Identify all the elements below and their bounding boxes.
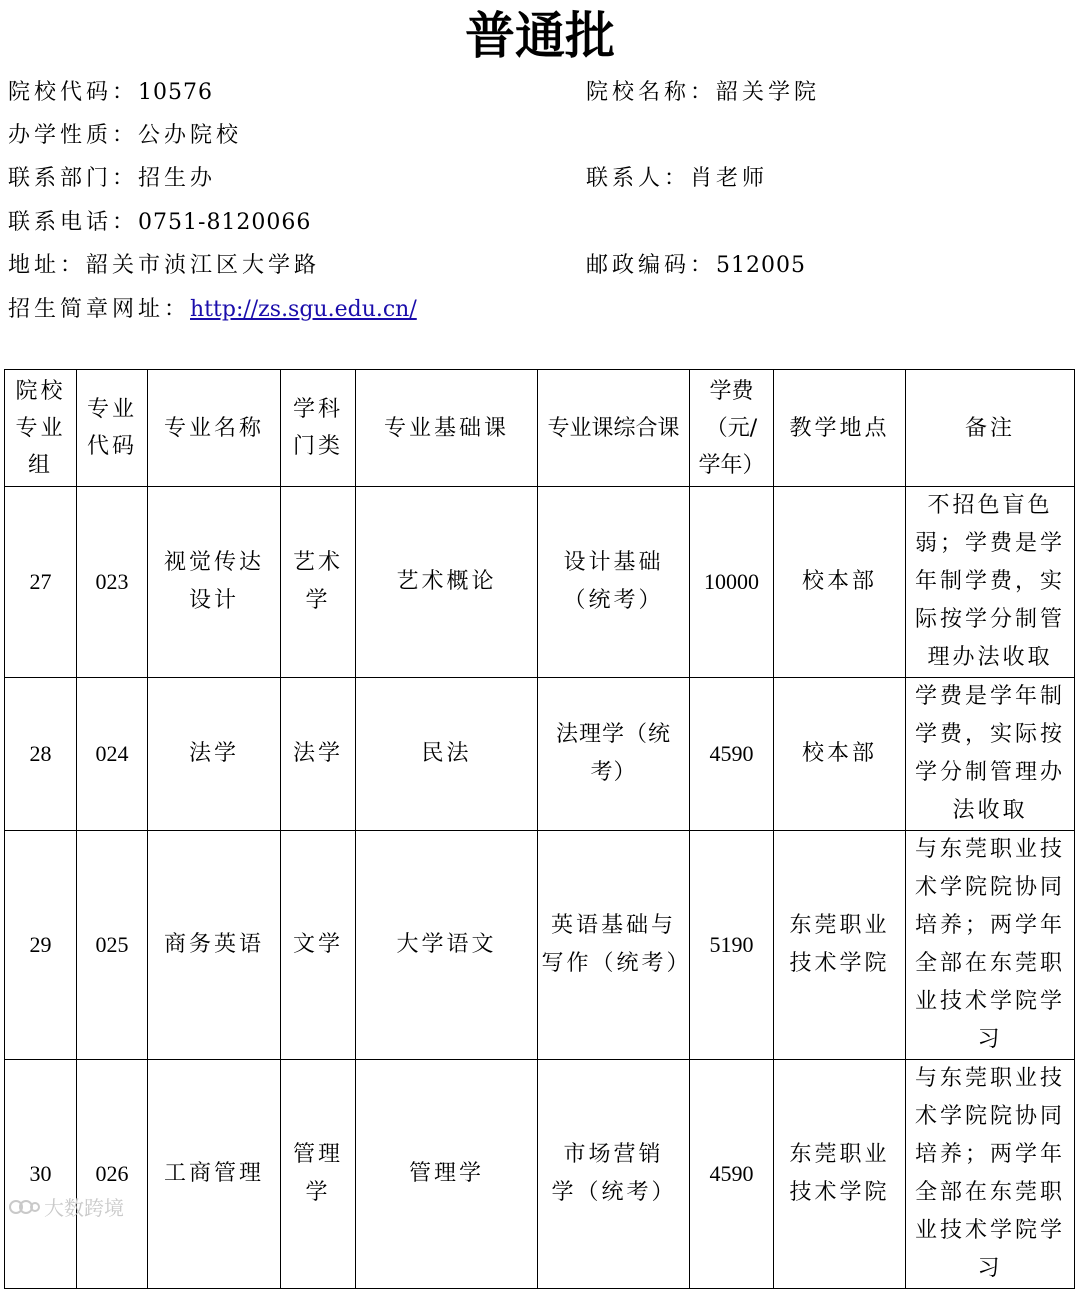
- cell-note: 不招色盲色弱；学费是学年制学费，实际按学分制管理办法收取: [906, 487, 1075, 678]
- cell-major: 视觉传达设计: [148, 487, 281, 678]
- cell-note: 与东莞职业技术学院院协同培养；两学年全部在东莞职业技术学院学习: [906, 831, 1075, 1060]
- website-link[interactable]: http://zs.sgu.edu.cn/: [190, 297, 417, 322]
- phone-value: 0751-8120066: [138, 210, 312, 235]
- table-row: [5, 487, 1075, 678]
- cell-comprehensive-course: 设计基础（统考）: [538, 487, 690, 678]
- cell-basic-course: 艺术概论: [356, 487, 538, 678]
- header-major: 专业名称: [148, 370, 281, 487]
- cell-major: 法学: [148, 678, 281, 831]
- cell-code: 026: [77, 1060, 148, 1289]
- table-row: [5, 678, 1075, 831]
- school-name-value: 韶关学院: [716, 80, 821, 105]
- cell-fee: 4590: [690, 678, 774, 831]
- header-basic-course: 专业基础课: [356, 370, 538, 487]
- contact-value: 肖老师: [690, 166, 769, 191]
- table-row: [5, 1060, 1075, 1289]
- watermark-text: 大数跨境: [44, 1196, 124, 1220]
- info-nature: [8, 121, 242, 151]
- table-row: [5, 831, 1075, 1060]
- cell-comprehensive-course: 法理学（统考）: [538, 678, 690, 831]
- header-fee: 学费（元/学年）: [690, 370, 774, 487]
- dept-value: 招生办: [138, 166, 217, 191]
- header-note: 备注: [906, 370, 1075, 487]
- cell-group: 30: [5, 1060, 77, 1289]
- admission-table: [4, 369, 1075, 1289]
- cell-group: 28: [5, 678, 77, 831]
- school-name-label: 院校名称：: [586, 80, 717, 105]
- info-contact: [586, 164, 768, 194]
- website-label: 招生简章网址：: [8, 297, 191, 322]
- cell-basic-course: 民法: [356, 678, 538, 831]
- postal-value: 512005: [716, 253, 806, 278]
- cell-location: 校本部: [774, 487, 906, 678]
- cell-group: 29: [5, 831, 77, 1060]
- cell-fee: 10000: [690, 487, 774, 678]
- cell-comprehensive-course: 市场营销学（统考）: [538, 1060, 690, 1289]
- info-school-code: [8, 78, 213, 108]
- cell-code: 024: [77, 678, 148, 831]
- cell-category: 艺术学: [281, 487, 356, 678]
- school-code-value: 10576: [138, 80, 214, 105]
- address-value: 韶关市浈江区大学路: [86, 253, 321, 278]
- header-category: 学科门类: [281, 370, 356, 487]
- cell-fee: 4590: [690, 1060, 774, 1289]
- cell-major: 工商管理: [148, 1060, 281, 1289]
- cell-basic-course: 管理学: [356, 1060, 538, 1289]
- phone-label: 联系电话：: [8, 210, 139, 235]
- cell-fee: 5190: [690, 831, 774, 1060]
- cell-basic-course: 大学语文: [356, 831, 538, 1060]
- cell-note: 与东莞职业技术学院院协同培养；两学年全部在东莞职业技术学院学习: [906, 1060, 1075, 1289]
- cell-comprehensive-course: 英语基础与写作（统考）: [538, 831, 690, 1060]
- cell-category: 管理学: [281, 1060, 356, 1289]
- table-header-row: [5, 370, 1075, 487]
- header-comprehensive-course: 专业课综合课: [538, 370, 690, 487]
- postal-label: 邮政编码：: [586, 253, 717, 278]
- school-code-label: 院校代码：: [8, 80, 139, 105]
- header-code: 专业代码: [77, 370, 148, 487]
- header-group: 院校专业组: [5, 370, 77, 487]
- contact-label: 联系人：: [586, 166, 691, 191]
- address-label: 地址：: [8, 253, 87, 278]
- info-website: [8, 295, 417, 325]
- watermark-logo-icon: [8, 1196, 40, 1218]
- nature-value: 公办院校: [138, 123, 243, 148]
- info-address: [8, 251, 320, 281]
- header-location: 教学地点: [774, 370, 906, 487]
- nature-label: 办学性质：: [8, 123, 139, 148]
- cell-category: 文学: [281, 831, 356, 1060]
- info-school-name: [586, 78, 820, 108]
- page-title: 普通批: [465, 7, 615, 65]
- cell-code: 023: [77, 487, 148, 678]
- cell-group: 27: [5, 487, 77, 678]
- cell-location: 东莞职业技术学院: [774, 1060, 906, 1289]
- cell-location: 东莞职业技术学院: [774, 831, 906, 1060]
- cell-note: 学费是学年制学费，实际按学分制管理办法收取: [906, 678, 1075, 831]
- cell-location: 校本部: [774, 678, 906, 831]
- watermark: [8, 1192, 124, 1221]
- info-phone: [8, 208, 311, 238]
- info-dept: [8, 164, 216, 194]
- cell-category: 法学: [281, 678, 356, 831]
- dept-label: 联系部门：: [8, 166, 139, 191]
- cell-code: 025: [77, 831, 148, 1060]
- info-postal: [586, 251, 806, 281]
- cell-major: 商务英语: [148, 831, 281, 1060]
